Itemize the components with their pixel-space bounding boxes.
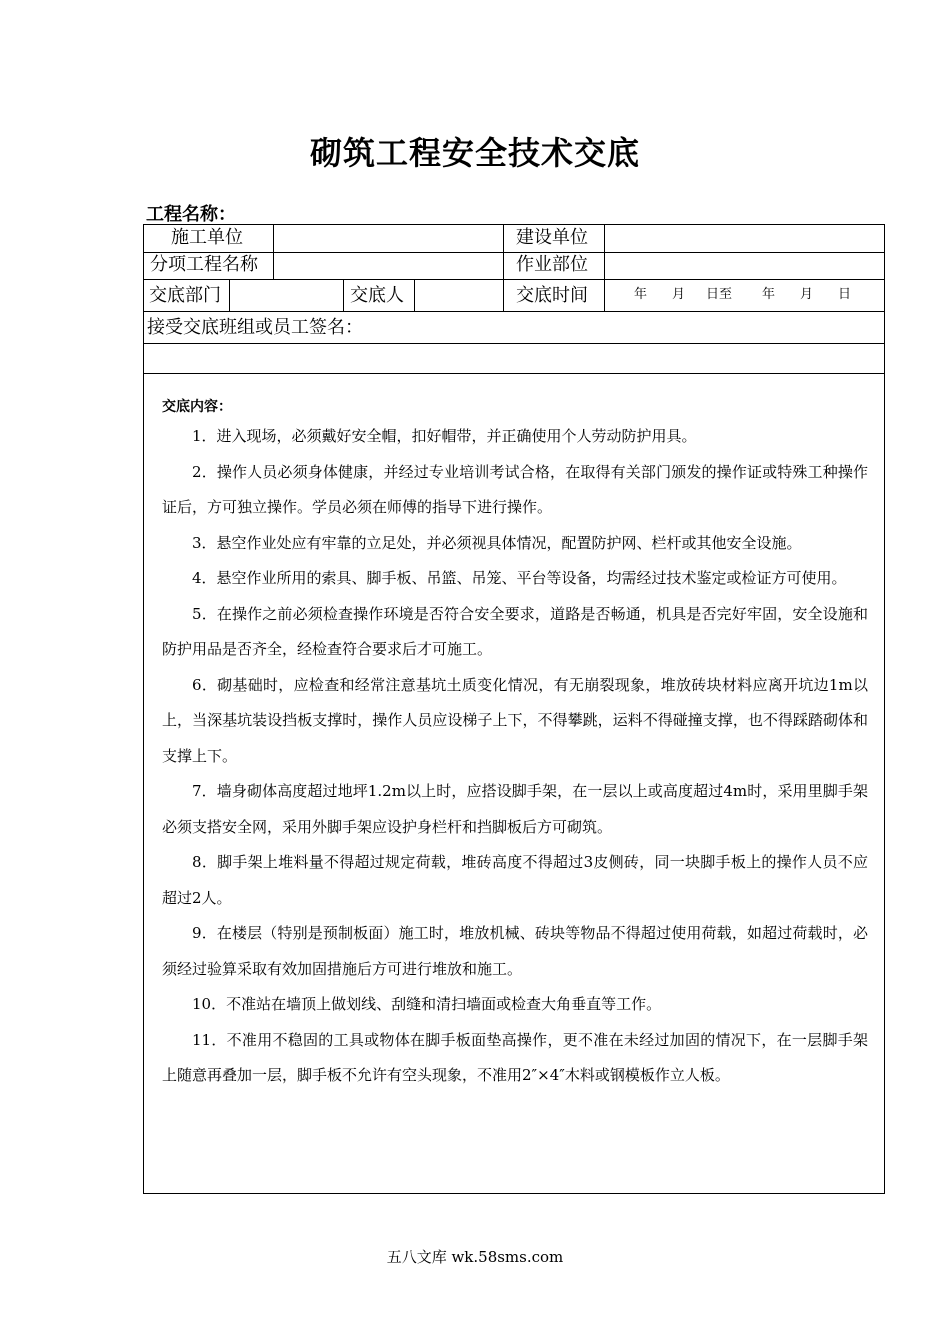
date-month: 月 xyxy=(800,287,814,302)
list-item: 10．不准站在墙顶上做划线、刮缝和清扫墙面或检查大角垂直等工作。 xyxy=(192,995,662,1013)
row-divider xyxy=(144,279,884,280)
row-divider xyxy=(144,373,884,374)
date-year: 年 xyxy=(762,287,776,302)
handover-person-label: 交底人 xyxy=(350,285,404,306)
signature-label: 接受交底班组或员工签名： xyxy=(147,317,363,338)
list-item: 9．在楼层（特别是预制板面）施工时，堆放机械、砖块等物品不得超过使用荷载，如超过荷载时，必须经过验算采取有效加固措施后方可进行堆放和施工。 xyxy=(162,924,868,978)
list-item: 6．砌基础时，应检查和经常注意基坑土质变化情况，有无崩裂现象，堆放砖块材料应离开坑边1m以上，当深基坑装设挡板支撑时，操作人员应设梯子上下，不得攀跳，运料不得碰撞支撑，也不得踩踏砌体和支撑上下。 xyxy=(162,675,868,765)
list-item: 11．不准用不稳固的工具或物体在脚手板面垫高操作，更不准在未经过加固的情况下，在一层脚手架上随意再叠加一层，脚手板不允许有空头现象，不准用2″×4″木料或钢模板作立人板。 xyxy=(162,1030,868,1084)
date-month: 月 xyxy=(672,287,686,302)
construction-unit-label: 施工单位 xyxy=(171,227,243,248)
column-divider xyxy=(503,225,504,311)
handover-content xyxy=(162,395,868,1094)
list-item: 1．进入现场，必须戴好安全帽，扣好帽带，并正确使用个人劳动防护用具。 xyxy=(192,427,697,445)
column-divider xyxy=(343,279,344,311)
list-item: 8．脚手架上堆料量不得超过规定荷载，堆砖高度不得超过3皮侧砖，同一块脚手板上的操作人员不应超过2人。 xyxy=(162,853,868,907)
content-title: 交底内容： xyxy=(162,399,232,415)
date-day: 日 xyxy=(838,287,852,302)
list-item: 7．墙身砌体高度超过地坪1.2m以上时，应搭设脚手架，在一层以上或高度超过4m时，采用里脚手架必须支搭安全网，采用外脚手架应设护身栏杆和挡脚板后方可砌筑。 xyxy=(162,782,868,836)
list-item: 4．悬空作业所用的索具、脚手板、吊篮、吊笼、平台等设备，均需经过技术鉴定或检证方可使用。 xyxy=(192,569,847,587)
column-divider xyxy=(414,279,415,311)
column-divider xyxy=(229,279,230,311)
page-title: 砌筑工程安全技术交底 xyxy=(309,134,640,172)
handover-time-label: 交底时间 xyxy=(516,285,588,306)
sub-project-label: 分项工程名称 xyxy=(150,254,258,275)
column-divider xyxy=(273,225,274,279)
column-divider xyxy=(604,225,605,311)
list-item: 2．操作人员必须身体健康，并经过专业培训考试合格，在取得有关部门颁发的操作证或特殊工种操作证后，方可独立操作。学员必须在师傅的指导下进行操作。 xyxy=(162,462,868,516)
list-item: 5．在操作之前必须检查操作环境是否符合安全要求，道路是否畅通，机具是否完好牢固，安全设施和防护用品是否齐全，经检查符合要求后才可施工。 xyxy=(162,604,868,658)
handover-dept-label: 交底部门 xyxy=(149,285,221,306)
builder-unit-label: 建设单位 xyxy=(516,227,588,248)
list-item: 3．悬空作业处应有牢靠的立足处，并必须视具体情况，配置防护网、栏杆或其他安全设施。 xyxy=(192,533,802,552)
handover-table xyxy=(143,224,885,1194)
row-divider xyxy=(144,343,884,344)
work-location-label: 作业部位 xyxy=(516,254,588,275)
date-year: 年 xyxy=(634,287,648,302)
footer-watermark: 五八文库 wk.58sms.com xyxy=(386,1248,564,1266)
date-day-to: 日至 xyxy=(706,287,733,302)
project-name-label: 工程名称： xyxy=(146,204,236,225)
row-divider xyxy=(144,311,884,312)
